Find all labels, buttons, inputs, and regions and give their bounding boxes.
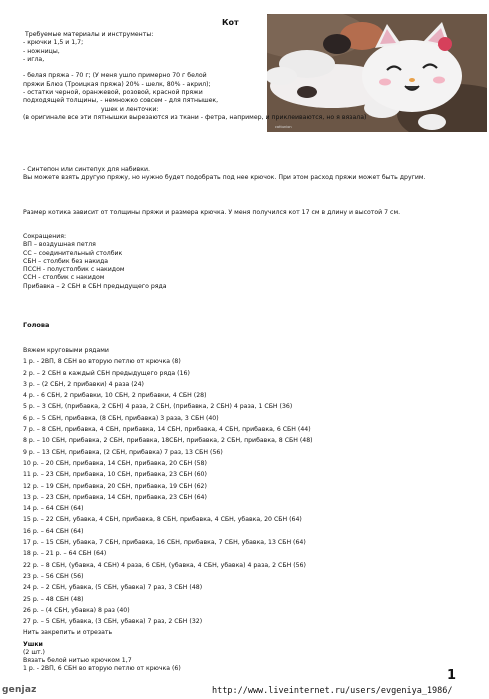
site-logo: genjaz: [2, 685, 37, 695]
row-line: 7 р. – 8 СБН, прибавка, 4 СБН, прибавка, 14 СБН, прибавка, 4 СБН, прибавка, 6 СБН (44): [23, 426, 311, 434]
materials-line: пряжи Блюз (Троицкая пряжа) 20% - шелк, 80% - акрил);: [23, 80, 211, 88]
row-line: 12 р. – 19 СБН, прибавка, 20 СБН, прибавка, 19 СБН (62): [23, 482, 207, 490]
size-note: Размер котика зависит от толщины пряжи и размера крючка. У меня получился кот 17 см в длину и высотой 7 см.: [23, 209, 401, 216]
abbr-line: Сокращения:: [23, 233, 67, 240]
row-line: 10 р. – 20 СБН, прибавка, 14 СБН, прибавка, 20 СБН (58): [23, 459, 207, 467]
page-title: Кот: [222, 18, 239, 27]
row-line: 22 р. – 8 СБН, (убавка, 4 СБН) 4 раза, 6 СБН, (убавка, 4 СБН, убавка) 4 раза, 2 СБН (56): [23, 561, 306, 569]
ears-section: [23, 641, 181, 673]
materials-line: - белая пряжа - 70 г; (У меня ушло примерно 70 г белой: [23, 72, 207, 80]
row-line: 3 р. – (2 СБН, 2 прибавки) 4 раза (24): [23, 380, 144, 388]
row-line: 24 р. – 2 СБН, убавка, (5 СБН, убавка) 7 раз, 3 СБН (48): [23, 584, 203, 592]
materials-line: - ножницы,: [23, 47, 60, 55]
abbr-line: ВП – воздушная петля: [23, 241, 96, 249]
photo-caption: cattunion: [275, 125, 292, 129]
ears-line: 1 р. - 2ВП, 6 СБН во вторую петлю от крючка (6): [23, 664, 181, 672]
row-line: 5 р. – 3 СБН, (прибавка, 2 СБН) 4 раза, 2 СБН, (прибавка, 2 СБН) 4 раза, 1 СБН (36): [23, 403, 293, 411]
footer: [0, 684, 489, 699]
ears-line: (2 шт.): [23, 648, 45, 656]
row-line: 26 р. – (4 СБН, убавка) 8 раз (40): [23, 606, 130, 614]
row-line: 15 р. – 22 СБН, убавка, 4 СБН, прибавка, 8 СБН, прибавка, 4 СБН, убавка, 20 СБН (64): [23, 516, 302, 524]
abbr-line: Прибавка – 2 СБН в СБН предыдущего ряда: [23, 282, 167, 290]
row-line: 11 р. – 23 СБН, прибавка, 10 СБН, прибавка, 23 СБН (60): [23, 471, 207, 479]
row-line: 8 р. – 10 СБН, прибавка, 2 СБН, прибавка, 18СБН, прибавка, 2 СБН, прибавка, 8 СБН (48): [23, 437, 313, 445]
ears-heading: Ушки: [23, 641, 43, 648]
note-line: (в оригинале все эти пятнышки вырезаются из ткани - фетра, например, и приклеиваются, но я вязала): [23, 114, 367, 121]
materials-line: подходящей толщины, - немножко совсем - для пятнышек,: [23, 97, 219, 105]
abbr-line: ПССН - полустолбик с накидом: [23, 266, 125, 274]
page-number: 1: [447, 668, 457, 683]
row-line: 18 р. – 21 р. – 64 СБН (64): [23, 550, 107, 558]
abbr-line: СС – соединительный столбик: [23, 249, 123, 257]
row-line: 16 р. – 64 СБН (64): [23, 527, 84, 535]
row-line: 23 р. – 56 СБН (56): [23, 572, 84, 580]
materials-line: - игла,: [23, 55, 45, 63]
row-line: 4 р. - 6 СБН, 2 прибавки, 10 СБН, 2 прибавки, 4 СБН (28): [23, 392, 207, 400]
row-line: 17 р. – 15 СБН, убавка, 7 СБН, прибавка, 16 СБН, прибавка, 7 СБН, убавка, 13 СБН (64): [23, 539, 306, 547]
row-line: 13 р. – 23 СБН, прибавка, 14 СБН, прибавка, 23 СБН (64): [23, 493, 207, 501]
yarn-note: Вы можете взять другую пряжу, но нужно будет подобрать под нее крючок. При этом расход пряжи может быть другим.: [23, 174, 426, 182]
materials-line: - крючки 1,5 и 1,7;: [23, 39, 84, 47]
size-note-wrap: [23, 209, 463, 217]
materials-line: - остатки черной, оранжевой, розовой, красной пряжи: [23, 89, 203, 97]
note-line-wrap: [23, 114, 463, 122]
ears-line: Вязать белой нитью крючком 1,7: [23, 656, 132, 664]
abbr-line: ССН - столбик с накидом: [23, 274, 105, 282]
row-line: 2 р. – 2 СБН в каждый СБН предыдущего ряда (16): [23, 369, 190, 377]
row-line: Вяжем круговыми рядами: [23, 347, 109, 354]
head-heading: Голова: [23, 321, 50, 329]
row-line: Нить закрепить и отрезать: [23, 629, 113, 637]
row-line: 25 р. – 48 СБН (48): [23, 595, 84, 603]
materials-line: Требуемые материалы и инструменты:: [25, 31, 154, 38]
materials-list: [23, 31, 263, 114]
source-url[interactable]: http://www.liveinternet.ru/users/evgeniya_1986/: [212, 686, 453, 696]
row-line: 6 р. – 5 СБН, прибавка, (8 СБН, прибавка) 3 раза, 3 СБН (40): [23, 414, 219, 422]
abbr-line: СБН – столбик без накида: [23, 257, 109, 265]
row-line: 1 р. - 2ВП, 8 СБН во вторую петлю от крючка (8): [23, 358, 181, 366]
filler-text: [23, 166, 463, 183]
row-line: 14 р. – 64 СБН (64): [23, 505, 84, 513]
filler-line: - Синтепон или синтепух для набивки.: [23, 166, 150, 173]
head-rows: [23, 345, 463, 639]
abbreviations: [23, 233, 463, 291]
materials-line: ушек и ленточки:: [101, 105, 159, 113]
row-line: 9 р. – 13 СБН, прибавка, (2 СБН, прибавка) 7 раз, 13 СБН (56): [23, 448, 223, 456]
row-line: 27 р. – 5 СБН, убавка, (3 СБН, убавка) 7 раз, 2 СБН (32): [23, 618, 203, 626]
